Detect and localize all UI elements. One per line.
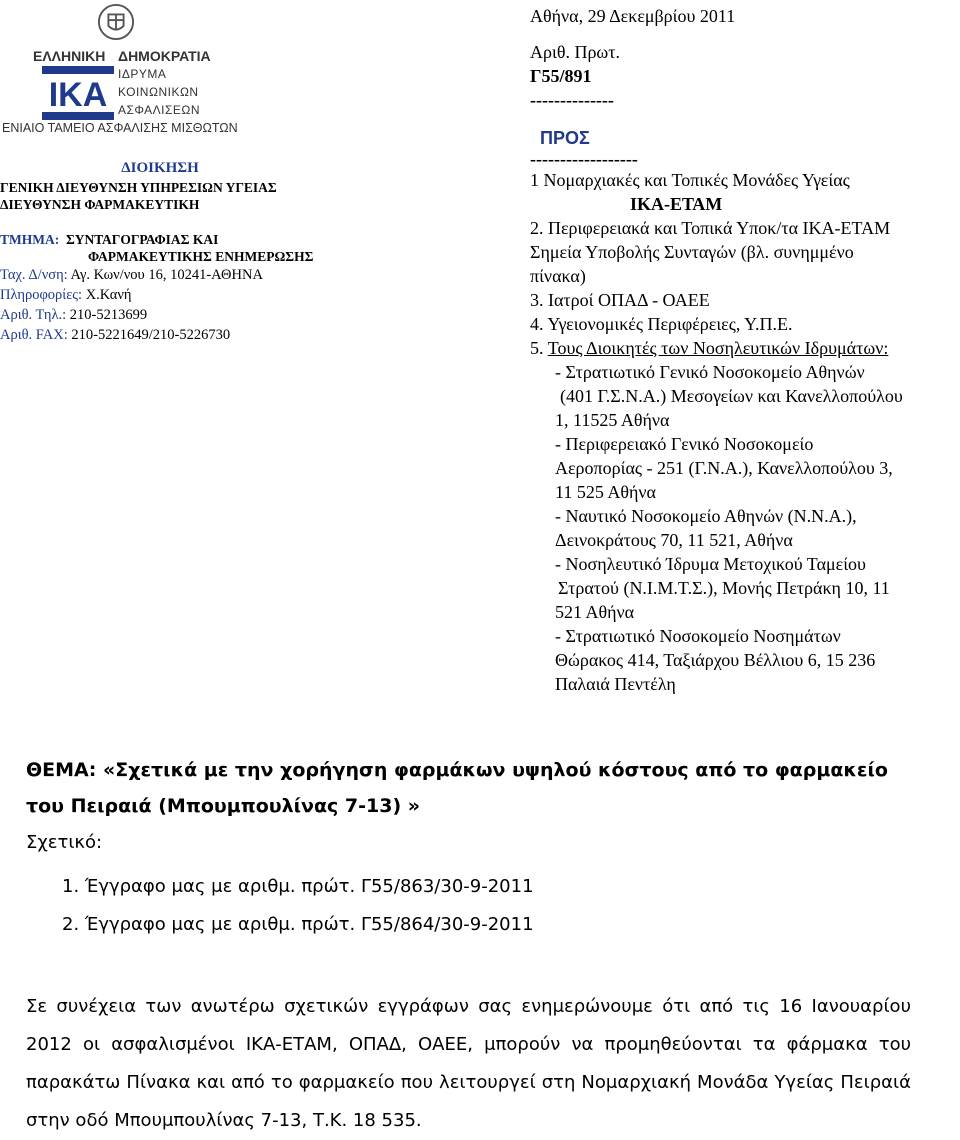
recipient-line: (401 Γ.Σ.Ν.Α.) Μεσογείων και Κανελλοπούλου — [560, 386, 903, 406]
recipient-line: πίνακα) — [530, 266, 586, 286]
recipient-number: 5. — [530, 338, 544, 358]
recipient-line: 2. Περιφερειακά και Τοπικά Υποκ/τα ΙΚΑ-ΕΤΑΜ — [530, 218, 891, 238]
phone-line — [0, 305, 320, 325]
recipient-line: Δεινοκράτους 70, 11 521, Αθήνα — [555, 530, 793, 550]
separator-dashes: -------------- — [530, 90, 614, 110]
info-value: Χ.Κανή — [85, 287, 132, 303]
general-directorate: ΓΕΝΙΚΗ ΔΙΕΥΘΥΝΣΗ ΥΠΗΡΕΣΙΩΝ ΥΓΕΙΑΣ — [0, 180, 277, 195]
recipient-line — [530, 336, 955, 360]
section-value-2: ΦΑΡΜΑΚΕΥΤΙΚΗΣ ΕΝΗΜΕΡΩΣΗΣ — [88, 249, 314, 264]
phone-label: Αριθ. Τηλ.: — [0, 307, 67, 323]
fax-line — [0, 325, 320, 345]
recipient-line: - Ναυτικό Νοσοκομείο Αθηνών (Ν.Ν.Α.), — [555, 506, 857, 526]
address-label: Ταχ. Δ/νση: — [0, 267, 68, 283]
org-line: ΚΟΙΝΩΝΙΚΩΝ — [118, 85, 199, 99]
recipient-line: Αεροπορίας - 251 (Γ.Ν.Α.), Κανελλοπούλου 3, — [555, 458, 893, 478]
administration-heading: ΔΙΟΙΚΗΣΗ — [121, 160, 199, 176]
ika-logo — [0, 0, 250, 140]
recipient-line: 11 525 Αθήνα — [555, 482, 656, 502]
department-block — [0, 160, 320, 345]
body-paragraph: Σε συνέχεια των ανωτέρω σχετικών εγγράφων σας ενημερώνουμε ότι από τις 16 Ιανουαρίου 2012 οι ασφαλισμένοι ΙΚΑ-ΕΤΑΜ, ΟΠΑΔ, ΟΑΕΕ, μπορούν να προμηθεύονται τα φάρμακα του παρακάτω Πίνακα και από το φαρμακείο που λειτουργεί στη Νομαρχιακή Μονάδα Υγείας Πειραιά στην οδό Μπουμπουλίνας 7-13, Τ.Κ. 18 535. — [26, 996, 911, 1131]
fax-label: Αριθ. FAX: — [0, 327, 68, 343]
subject — [26, 752, 926, 824]
section-label: ΤΜΗΜΑ: — [0, 232, 60, 247]
references-label: Σχετικό: — [26, 832, 103, 853]
recipient-hospitals-heading: Τους Διοικητές των Νοσηλευτικών Ιδρυμάτων: — [547, 338, 889, 358]
recipient-line: 3. Ιατροί ΟΠΑΔ - ΟΑΕΕ — [530, 290, 710, 310]
logo-hellenic: ΕΛΛΗΝΙΚΗ — [33, 48, 106, 64]
subject-line-2: του Πειραιά (Μπουμπουλίνας 7-13) » — [26, 795, 421, 817]
protocol-label: Αριθ. Πρωτ. — [530, 42, 621, 62]
recipient-line: Στρατού (Ν.Ι.Μ.Τ.Σ.), Μονής Πετράκη 10, 11 — [558, 578, 890, 598]
recipient-line: 521 Αθήνα — [555, 602, 635, 622]
fund-name: ΕΝΙΑΙΟ ΤΑΜΕΙΟ ΑΣΦΑΛΙΣΗΣ ΜΙΣΘΩΤΩΝ — [2, 121, 238, 135]
reference-item: 2. Έγγραφο μας με αριθμ. πρώτ. Γ55/864/30-9-2011 — [62, 914, 534, 935]
recipient-block — [530, 0, 955, 696]
logo-republic: ΔΗΜΟΚΡΑΤΙΑ — [118, 48, 211, 64]
recipient-line: - Στρατιωτικό Γενικό Νοσοκομείο Αθηνών — [555, 362, 865, 382]
recipient-line: Σημεία Υποβολής Συνταγών (βλ. συνημμένο — [530, 242, 854, 262]
ika-logo-icon — [42, 66, 114, 120]
recipient-line: 4. Υγειονομικές Περιφέρειες, Υ.Π.Ε. — [530, 314, 793, 334]
section-value: ΣΥΝΤΑΓΟΓΡΑΦΙΑΣ ΚΑΙ — [65, 232, 219, 247]
recipient-line: - Περιφερειακό Γενικό Νοσοκομείο — [555, 434, 814, 454]
recipient-line: 1 Νομαρχιακές και Τοπικές Μονάδες Υγείας — [530, 170, 850, 190]
directorate: ΔΙΕΥΘΥΝΣΗ ΦΑΡΜΑΚΕΥΤΙΚΗ — [0, 197, 200, 212]
protocol-number: Γ55/891 — [530, 66, 592, 86]
org-line: ΙΔΡΥΜΑ — [118, 67, 167, 81]
recipient-line: - Νοσηλευτικό Ίδρυμα Μετοχικού Ταμείου — [555, 554, 866, 574]
date: Αθήνα, 29 Δεκεμβρίου 2011 — [530, 6, 736, 26]
address-line — [0, 265, 320, 285]
recipient-line: Θώρακος 414, Ταξιάρχου Βέλλιου 6, 15 236 — [555, 650, 876, 670]
info-label: Πληροφορίες: — [0, 287, 83, 303]
recipient-line: ΙΚΑ-ΕΤΑΜ — [630, 194, 723, 214]
greek-emblem-icon — [97, 3, 135, 41]
references-list — [62, 868, 534, 944]
org-line: ΑΣΦΑΛΙΣΕΩΝ — [118, 103, 201, 117]
recipient-line: 1, 11525 Αθήνα — [555, 410, 670, 430]
fax-value: 210-5221649/210-5226730 — [71, 327, 231, 343]
to-heading: ΠΡΟΣ — [540, 128, 590, 148]
subject-line-1: ΘΕΜΑ: «Σχετικά με την χορήγηση φαρμάκων υψηλού κόστους από το φαρμακείο — [26, 759, 888, 781]
separator-dashes: ------------------ — [530, 149, 638, 169]
ika-logo-text: IKA — [48, 76, 108, 114]
recipient-line: - Στρατιωτικό Νοσοκομείο Νοσημάτων — [555, 626, 841, 646]
section-line — [0, 231, 320, 248]
phone-value: 210-5213699 — [69, 307, 148, 323]
info-line — [0, 285, 320, 305]
recipient-line: Παλαιά Πεντέλη — [555, 674, 676, 694]
address-value: Αγ. Κων/νου 16, 10241-ΑΘΗΝΑ — [70, 267, 263, 283]
reference-item: 1. Έγγραφο μας με αριθμ. πρώτ. Γ55/863/30-9-2011 — [62, 876, 534, 897]
